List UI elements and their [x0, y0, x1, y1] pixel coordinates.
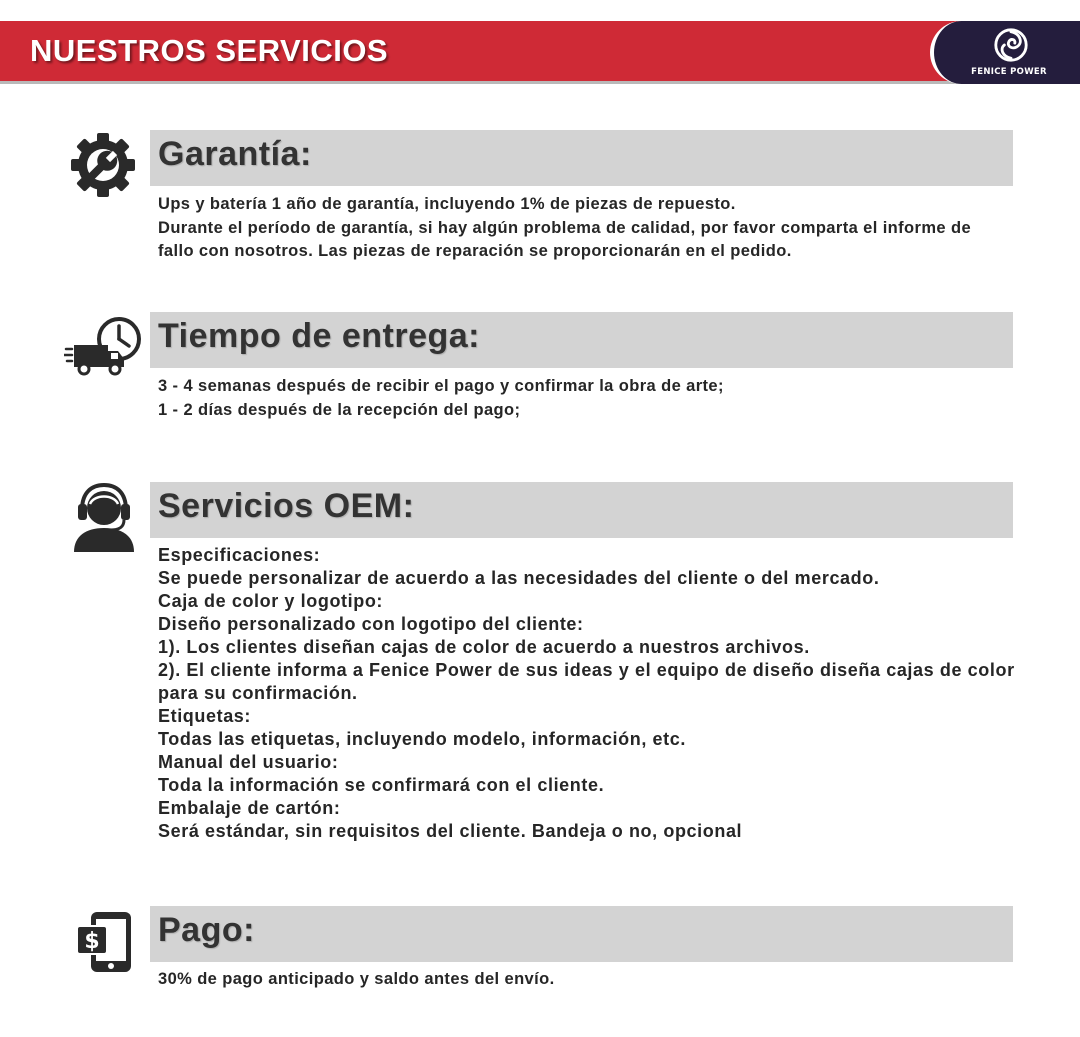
body-line: Todas las etiquetas, incluyendo modelo, información, etc. — [158, 729, 686, 749]
section-body-servicios-oem — [158, 544, 1015, 843]
body-line: Ups y batería 1 año de garantía, incluyendo 1% de piezas de repuesto. — [158, 195, 736, 213]
section-title: Pago: — [158, 911, 255, 949]
body-line: Diseño personalizado con logotipo del cliente: — [158, 614, 584, 634]
section-header-servicios-oem — [150, 482, 1013, 538]
body-line: Se puede personalizar de acuerdo a las necesidades del cliente o del mercado. — [158, 568, 880, 588]
body-line: fallo con nosotros. Las piezas de reparación se proporcionarán en el pedido. — [158, 242, 792, 260]
section-header-pago — [150, 906, 1013, 962]
body-line: 1). Los clientes diseñan cajas de color de acuerdo a nuestros archivos. — [158, 637, 810, 657]
body-line: Caja de color y logotipo: — [158, 591, 384, 611]
body-line: Etiquetas: — [158, 706, 252, 726]
section-title: Garantía: — [158, 135, 312, 173]
body-line: 1 - 2 días después de la recepción del pago; — [158, 400, 521, 419]
brand-logo — [930, 21, 1080, 84]
section-header-tiempo-de-entrega — [150, 312, 1013, 368]
fenice-logo-icon — [992, 26, 1030, 64]
headset-support-icon — [72, 482, 136, 554]
body-line: Durante el período de garantía, si hay algún problema de calidad, por favor comparta el informe de — [158, 218, 972, 237]
gear-wrench-icon — [69, 131, 137, 199]
body-line: Manual del usuario: — [158, 752, 339, 772]
section-body-tiempo-de-entrega — [158, 375, 724, 422]
body-line: 30% de pago anticipado y saldo antes del envío. — [158, 970, 555, 988]
body-line: Especificaciones: — [158, 545, 321, 565]
svg-text:$: $ — [84, 929, 100, 954]
body-line: Toda la información se confirmará con el cliente. — [158, 775, 605, 795]
body-line: Embalaje de cartón: — [158, 798, 341, 818]
page-title: NUESTROS SERVICIOS — [30, 33, 389, 68]
mobile-payment-icon — [75, 910, 133, 974]
logo-text: FENICE POWER — [971, 67, 1047, 77]
section-title: Tiempo de entrega: — [158, 317, 480, 355]
body-line: 3 - 4 semanas después de recibir el pago y confirmar la obra de arte; — [158, 377, 724, 395]
section-body-garantia — [158, 193, 971, 264]
body-line: Será estándar, sin requisitos del cliente. Bandeja o no, opcional — [158, 821, 743, 841]
body-line: 2). El cliente informa a Fenice Power de sus ideas y el equipo de diseño diseña cajas de color — [158, 660, 1015, 680]
body-line: para su confirmación. — [158, 683, 358, 703]
section-title: Servicios OEM: — [158, 487, 415, 525]
delivery-truck-clock-icon — [64, 315, 144, 377]
section-body-pago — [158, 968, 555, 992]
section-header-garantia — [150, 130, 1013, 186]
